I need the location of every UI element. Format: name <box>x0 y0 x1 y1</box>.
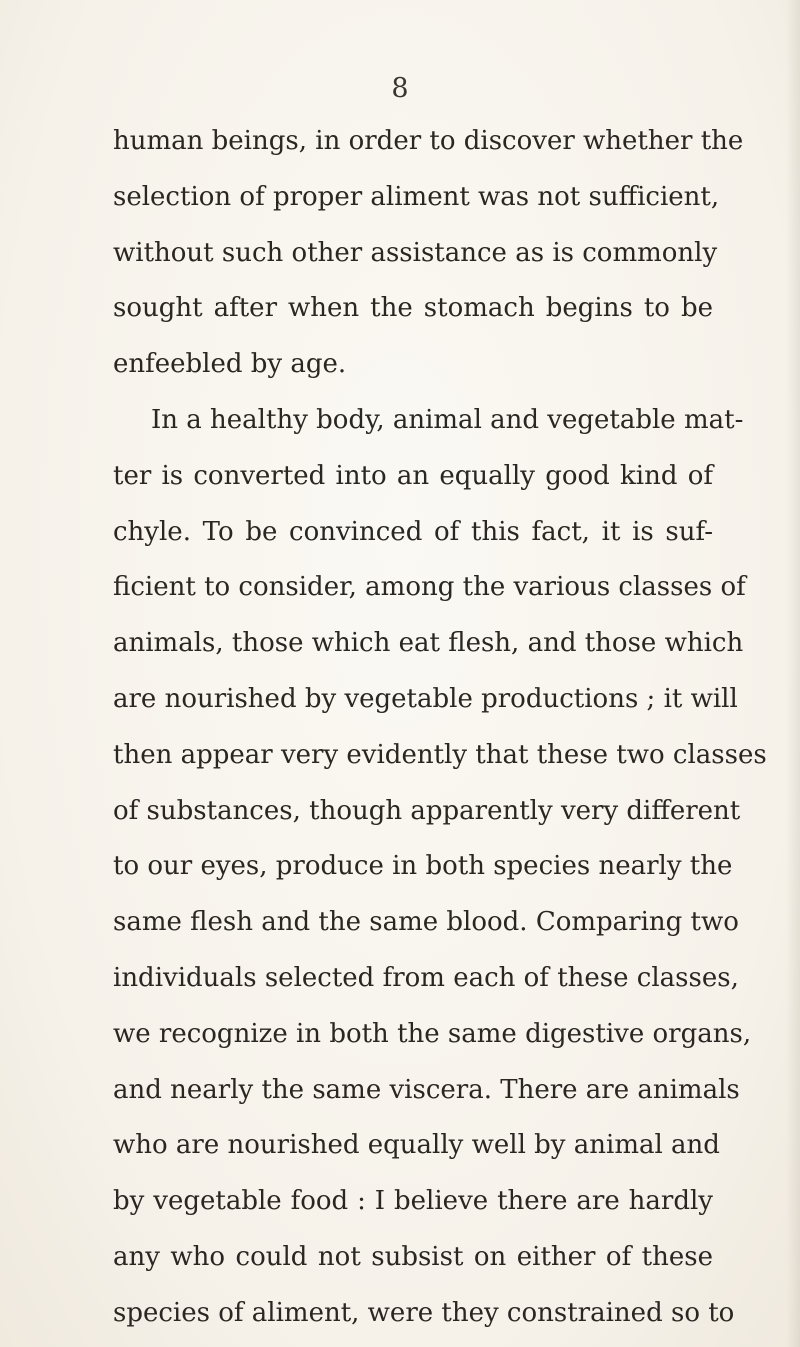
text-line: same flesh and the same blood. Comparing two <box>113 907 739 938</box>
text-line: to our eyes, produce in both species nearly the <box>113 851 733 882</box>
page-number: 8 <box>391 73 409 104</box>
page-edge-shadow <box>786 0 800 1347</box>
text-line: ficient to consider, among the various classes of <box>113 572 746 603</box>
text-line: then appear very evidently that these two classes <box>113 739 767 770</box>
text-line: ter is converted into an equally good kind of <box>113 460 713 491</box>
text-line: who are nourished equally well by animal and <box>113 1130 720 1161</box>
text-line: chyle. To be convinced of this fact, it is suf- <box>113 516 713 547</box>
text-line: animals, those which eat flesh, and those which <box>113 628 744 659</box>
text-line: human beings, in order to discover whether the <box>113 126 744 156</box>
text-line: without such other assistance as is commonly <box>113 237 718 268</box>
text-line: enfeebled by age. <box>113 349 347 380</box>
text-line: individuals selected from each of these classes, <box>113 962 739 993</box>
text-line: sought after when the stomach begins to be <box>113 293 713 324</box>
text-line: by vegetable food : I believe there are hardly <box>113 1186 713 1217</box>
text-line: and nearly the same viscera. There are animals <box>113 1074 740 1105</box>
text-line: we recognize in both the same digestive organs, <box>113 1018 752 1049</box>
text-line: selection of proper aliment was not sufficient, <box>113 181 720 212</box>
text-line: In a healthy body, animal and vegetable mat- <box>151 404 744 435</box>
text-line: of substances, though apparently very different <box>113 795 741 826</box>
text-line: are nourished by vegetable productions ; it will <box>113 683 738 714</box>
text-line: species of aliment, were they constrained so to <box>113 1297 735 1328</box>
body-text <box>113 114 767 1342</box>
text-line: any who could not subsist on either of these <box>113 1241 713 1272</box>
